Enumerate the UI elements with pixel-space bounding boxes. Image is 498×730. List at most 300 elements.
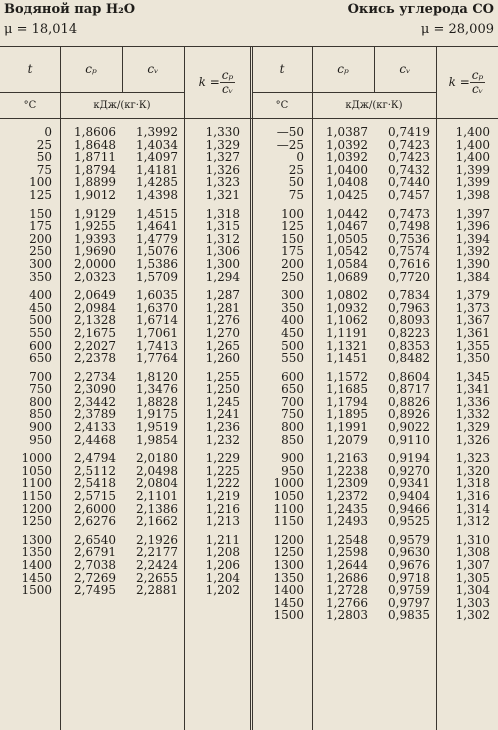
cell-k: 1,318	[205, 206, 240, 221]
cell: 1100	[273, 501, 304, 516]
cell-cp: 2,4794	[74, 451, 116, 466]
cell-cp: 1,8794	[74, 162, 116, 177]
cell: 1,308	[455, 545, 490, 560]
cell-cp: 2,5112	[74, 463, 116, 478]
cell-cp: 2,3442	[74, 394, 116, 409]
cell: 1,302	[455, 608, 490, 623]
cell: 1150	[273, 514, 304, 529]
header-cv-right: cᵥ	[399, 62, 411, 76]
cell-t: 500	[29, 313, 52, 328]
cell: 1,0400	[326, 162, 368, 177]
cell: 0,8353	[388, 338, 430, 353]
cell: 0,8482	[388, 351, 430, 366]
cell-cv: 1,6370	[136, 300, 178, 315]
cell-k: 1,306	[205, 244, 240, 259]
cell: 1,397	[455, 206, 490, 221]
cell-cv: 2,1926	[136, 532, 178, 547]
cell: 0,7536	[388, 231, 430, 246]
cell: 1,303	[455, 595, 490, 610]
cell-t	[0, 597, 60, 610]
cell: 200	[281, 256, 304, 271]
k-numerator: cₚ	[471, 67, 484, 82]
cell-cv: 1,4285	[136, 175, 178, 190]
cell: 1,304	[455, 583, 490, 598]
cell: 950	[281, 463, 304, 478]
cell: 1,0425	[326, 187, 368, 202]
k-label: k =	[198, 75, 220, 89]
cell: 1,0932	[326, 300, 368, 315]
cell-cv: 1,8120	[136, 369, 178, 384]
cell-t: 1400	[21, 558, 52, 572]
cell: 1,0442	[326, 206, 368, 221]
cell-cp: 2,2378	[74, 351, 116, 366]
cell-cp: 2,1328	[74, 313, 116, 328]
cell: 750	[281, 407, 304, 422]
cell: 1,1895	[326, 407, 368, 422]
cell-k: 1,241	[205, 407, 240, 422]
cell-t: 0	[44, 125, 52, 139]
cell: 25	[288, 162, 304, 177]
cell: 1500	[273, 608, 304, 623]
cell: 0,7574	[388, 244, 430, 259]
cell: 0,8717	[388, 382, 430, 397]
cell-k: 1,270	[205, 325, 240, 340]
cell: 650	[281, 382, 304, 397]
cell: 1,314	[455, 501, 490, 516]
cell: 1,350	[455, 351, 490, 366]
cell-cv: 1,6035	[136, 288, 178, 303]
table-row	[0, 289, 498, 302]
table-row	[0, 434, 498, 447]
cell: 1,0387	[326, 125, 368, 139]
cell-cv: 2,1386	[136, 501, 178, 516]
cell: 0,8093	[388, 313, 430, 328]
cell-cv: 2,2655	[136, 570, 178, 585]
cell: 0,9630	[388, 545, 430, 560]
cell-cv: 1,4515	[136, 206, 178, 221]
cell: 1,329	[455, 420, 490, 435]
cell-t: 1300	[21, 532, 52, 547]
cell: 0,9835	[388, 608, 430, 623]
k-fraction	[220, 69, 236, 95]
cell: 300	[281, 288, 304, 303]
k-numerator: cₚ	[221, 67, 234, 82]
cell: 1350	[273, 570, 304, 585]
cell-t: 400	[29, 288, 52, 303]
cell: 0,7432	[388, 162, 430, 177]
cell: 1,316	[455, 489, 490, 504]
cell-t: 150	[29, 206, 52, 221]
cell: 1,390	[455, 256, 490, 271]
cell-cv: 2,0180	[136, 451, 178, 466]
cell: 1,345	[455, 369, 490, 384]
cell: 0,7963	[388, 300, 430, 315]
cell: 0,8826	[388, 394, 430, 409]
table-titles	[0, 0, 498, 46]
cell: 0,9466	[388, 501, 430, 516]
cell-cv: 1,9519	[136, 420, 178, 435]
cell-t: 1250	[21, 514, 52, 529]
cell-cv: 1,7413	[136, 338, 178, 353]
cell-cv: 2,0498	[136, 463, 178, 478]
cell-t	[0, 609, 60, 622]
cell: 1,332	[455, 407, 490, 422]
table-row	[0, 189, 498, 202]
cell: 1,2803	[326, 608, 368, 623]
cell-cv: 2,2424	[136, 558, 178, 572]
cell-cp: 2,5418	[74, 476, 116, 491]
cell: 0,7457	[388, 187, 430, 202]
cell: 1,355	[455, 338, 490, 353]
cell-cp: 1,9129	[74, 206, 116, 221]
cell: 1,400	[455, 137, 490, 152]
cell-cp: 2,6540	[74, 532, 116, 547]
cell-k: 1,329	[205, 137, 240, 152]
cell-cv: 1,9854	[136, 432, 178, 447]
cell-k: 1,281	[205, 300, 240, 315]
cell: 1,312	[455, 514, 490, 529]
cell-cv: 1,4398	[136, 187, 178, 202]
cell: 1,1062	[326, 313, 368, 328]
cell: 100	[281, 206, 304, 221]
cell: 1400	[273, 583, 304, 598]
cell-cp: 2,0000	[74, 256, 116, 271]
cell-t: 300	[29, 256, 52, 271]
cell: 150	[281, 231, 304, 246]
cell-t: 125	[29, 187, 52, 202]
cell: 1,400	[455, 150, 490, 165]
k-denominator: cᵥ	[221, 81, 234, 96]
cell: 1,379	[455, 288, 490, 303]
left-title: Водяной пар H₂O	[4, 2, 136, 17]
cell-cp: 2,0649	[74, 288, 116, 303]
cell-k: 1,260	[205, 351, 240, 366]
table-row	[0, 559, 498, 572]
cell: 1200	[273, 532, 304, 547]
unit-c-left: кДж/(кг·К)	[93, 99, 151, 111]
cell: 450	[281, 325, 304, 340]
cell-cv: 1,5076	[136, 244, 178, 259]
cell: 0,7720	[388, 269, 430, 284]
cell-k: 1,265	[205, 338, 240, 353]
cell: 1,367	[455, 313, 490, 328]
table-row	[0, 584, 498, 597]
cell-k: 1,327	[205, 150, 240, 165]
cell-cv: 1,4181	[136, 162, 178, 177]
cell-cp: 1,9690	[74, 244, 116, 259]
k-fraction	[470, 69, 486, 95]
cell-cp: 1,8648	[74, 137, 116, 152]
cell: 500	[281, 338, 304, 353]
cell-cp: 2,4133	[74, 420, 116, 435]
cell-k: 1,287	[205, 288, 240, 303]
cell: 1,0467	[326, 219, 368, 234]
cell: 1,1685	[326, 382, 368, 397]
cell: 250	[281, 269, 304, 284]
cell-t: 900	[29, 420, 52, 435]
cell-k: 1,245	[205, 394, 240, 409]
data-table	[0, 126, 498, 622]
cell-cp: 2,2027	[74, 338, 116, 353]
cell: 0,9022	[388, 420, 430, 435]
cell-cv	[122, 609, 184, 622]
table-row	[0, 327, 498, 340]
table-row	[0, 220, 498, 233]
cell-t: 1350	[21, 545, 52, 560]
cell-t: 450	[29, 300, 52, 315]
cell-k: 1,216	[205, 501, 240, 516]
cell: 1,1794	[326, 394, 368, 409]
table-row	[0, 609, 498, 622]
table-row	[0, 383, 498, 396]
cell-cp: 2,6791	[74, 545, 116, 560]
cell-k: 1,211	[205, 532, 240, 547]
cell: 1,399	[455, 175, 490, 190]
cell-t: 250	[29, 244, 52, 259]
cell: 1,400	[455, 125, 490, 139]
cell-cp: 1,8899	[74, 175, 116, 190]
cell-t: 800	[29, 394, 52, 409]
cell-t: 700	[29, 369, 52, 384]
cell-k: 1,213	[205, 514, 240, 529]
cell-t: 1200	[21, 501, 52, 516]
cell-cp: 2,1675	[74, 325, 116, 340]
cell: 1,2644	[326, 558, 368, 572]
cell-t: 175	[29, 219, 52, 234]
cell: 0,7423	[388, 150, 430, 165]
cell-cv: 1,5709	[136, 269, 178, 284]
cell-cp: 2,0984	[74, 300, 116, 315]
cell: 1,318	[455, 476, 490, 491]
cell: 1,2728	[326, 583, 368, 598]
cell-cv: 1,5386	[136, 256, 178, 271]
cell-k: 1,229	[205, 451, 240, 466]
cell-t: 1000	[21, 451, 52, 466]
table-row	[0, 151, 498, 164]
cell-k: 1,315	[205, 219, 240, 234]
cell-cv: 1,7061	[136, 325, 178, 340]
cell: 0,9676	[388, 558, 430, 572]
table-row	[0, 271, 498, 284]
cell: 1,2493	[326, 514, 368, 529]
cell-cv: 1,4097	[136, 150, 178, 165]
cell-cp: 1,9393	[74, 231, 116, 246]
cell-cp: 2,6000	[74, 501, 116, 516]
cell-k: 1,330	[205, 125, 240, 139]
cell-cp: 2,4468	[74, 432, 116, 447]
cell-cv: 1,3992	[136, 125, 178, 139]
cell: 0,9110	[388, 432, 430, 447]
cell-cp: 2,7038	[74, 558, 116, 572]
cell-k: 1,255	[205, 369, 240, 384]
cell: 75	[288, 187, 304, 202]
cell-k: 1,300	[205, 256, 240, 271]
cell-cp: 1,8606	[74, 125, 116, 139]
k-label: k =	[448, 75, 470, 89]
cell: 350	[281, 300, 304, 315]
cell: 1,1451	[326, 351, 368, 366]
cell: 0,7423	[388, 137, 430, 152]
cell: 1,0408	[326, 175, 368, 190]
header-t-right: t	[279, 62, 285, 76]
cell: 0,7440	[388, 175, 430, 190]
cell-cv: 2,1662	[136, 514, 178, 529]
unit-t-left: °C	[23, 99, 37, 111]
cell-cp	[60, 609, 122, 622]
cell: 0,9525	[388, 514, 430, 529]
cell-k: 1,208	[205, 545, 240, 560]
cell: 125	[281, 219, 304, 234]
cell: 1,1321	[326, 338, 368, 353]
cell-cp: 2,2734	[74, 369, 116, 384]
cell: 1,384	[455, 269, 490, 284]
cell: 1,0689	[326, 269, 368, 284]
cell: —25	[276, 137, 304, 152]
cell-cp	[60, 597, 122, 610]
cell: 1,323	[455, 451, 490, 466]
cell: 1,2309	[326, 476, 368, 491]
cell: 850	[281, 432, 304, 447]
right-mu: μ = 28,009	[420, 22, 494, 37]
unit-c-right: кДж/(кг·К)	[345, 99, 403, 111]
cell: 1450	[273, 595, 304, 610]
cell: 1,0392	[326, 137, 368, 152]
cell: 0,7419	[388, 125, 430, 139]
cell: 0,9341	[388, 476, 430, 491]
cell: 600	[281, 369, 304, 384]
cell-cp: 2,6276	[74, 514, 116, 529]
table-row	[0, 126, 498, 139]
cell-k: 1,312	[205, 231, 240, 246]
cell-cp: 1,9255	[74, 219, 116, 234]
cell-t: 350	[29, 269, 52, 284]
cell: 1,396	[455, 219, 490, 234]
cell: 0,7498	[388, 219, 430, 234]
cell-t: 750	[29, 382, 52, 397]
cell-k: 1,294	[205, 269, 240, 284]
k-denominator: cᵥ	[471, 81, 484, 96]
table-row	[0, 421, 498, 434]
cell: 1,2686	[326, 570, 368, 585]
cell: 1250	[273, 545, 304, 560]
cell-cp: 2,3090	[74, 382, 116, 397]
cell-t: 600	[29, 338, 52, 353]
cell-cp: 1,8711	[74, 150, 116, 165]
cell: 1,0802	[326, 288, 368, 303]
cell: 1,1191	[326, 325, 368, 340]
cell: 0,8223	[388, 325, 430, 340]
cell: 1,341	[455, 382, 490, 397]
cell: 1,2238	[326, 463, 368, 478]
cell: 900	[281, 451, 304, 466]
cell-cv: 2,1101	[136, 489, 178, 504]
header-cp-left: cₚ	[85, 62, 97, 76]
cell: 1,394	[455, 231, 490, 246]
cell-cp: 2,7269	[74, 570, 116, 585]
cell-t: 50	[36, 150, 52, 165]
cell: 1,2372	[326, 489, 368, 504]
left-mu: μ = 18,014	[4, 22, 78, 37]
cell-cv: 1,4641	[136, 219, 178, 234]
cell: 0,9404	[388, 489, 430, 504]
table-row	[0, 490, 498, 503]
cell-cv	[122, 597, 184, 610]
header-cp-right: cₚ	[337, 62, 349, 76]
cell-t: 1050	[21, 463, 52, 478]
cell-k: 1,321	[205, 187, 240, 202]
cell-k: 1,276	[205, 313, 240, 328]
cell: 1,307	[455, 558, 490, 572]
cell: 1,305	[455, 570, 490, 585]
cell-cv: 2,0804	[136, 476, 178, 491]
cell: 1,0542	[326, 244, 368, 259]
cell-t: 1450	[21, 570, 52, 585]
cell: 1,0505	[326, 231, 368, 246]
cell-k: 1,202	[205, 583, 240, 598]
cell: 0,9759	[388, 583, 430, 598]
cell: 0,7834	[388, 288, 430, 303]
cell-k: 1,206	[205, 558, 240, 572]
cell-k: 1,204	[205, 570, 240, 585]
table-header	[0, 46, 498, 120]
cell-cv: 2,2881	[136, 583, 178, 598]
unit-t-right: °C	[275, 99, 289, 111]
cell: 0,8604	[388, 369, 430, 384]
header-k-left	[184, 46, 250, 118]
cell: 0	[296, 150, 304, 165]
cell-k: 1,250	[205, 382, 240, 397]
cell-cv: 2,2177	[136, 545, 178, 560]
cell-k: 1,232	[205, 432, 240, 447]
cell: 0,9194	[388, 451, 430, 466]
cell: 1,361	[455, 325, 490, 340]
cell-k: 1,323	[205, 175, 240, 190]
cell-cv: 1,9175	[136, 407, 178, 422]
cell-cv: 1,4034	[136, 137, 178, 152]
cell-cv: 1,4779	[136, 231, 178, 246]
cell: 1050	[273, 489, 304, 504]
cell: 700	[281, 394, 304, 409]
cell-t: 1500	[21, 583, 52, 598]
cell: 1,1572	[326, 369, 368, 384]
cell: 1,398	[455, 187, 490, 202]
cell-cp: 2,0323	[74, 269, 116, 284]
header-cv-left: cᵥ	[147, 62, 159, 76]
cell: 1,399	[455, 162, 490, 177]
cell: 400	[281, 313, 304, 328]
cell: 0,7473	[388, 206, 430, 221]
cell: 1,392	[455, 244, 490, 259]
cell-cv: 1,6714	[136, 313, 178, 328]
cell-t: 1150	[21, 489, 52, 504]
cell: 1,2766	[326, 595, 368, 610]
cell-t: 850	[29, 407, 52, 422]
cell: 0,8926	[388, 407, 430, 422]
cell: —50	[276, 125, 304, 139]
cell: 175	[281, 244, 304, 259]
cell-cp: 1,9012	[74, 187, 116, 202]
cell-k: 1,236	[205, 420, 240, 435]
cell: 1,320	[455, 463, 490, 478]
cell: 1,2079	[326, 432, 368, 447]
cell: 1300	[273, 558, 304, 572]
cell: 50	[288, 175, 304, 190]
cell-cp: 2,3789	[74, 407, 116, 422]
cell-t: 1100	[21, 476, 52, 491]
cell: 0,9579	[388, 532, 430, 547]
cell-k: 1,225	[205, 463, 240, 478]
cell-t: 200	[29, 231, 52, 246]
